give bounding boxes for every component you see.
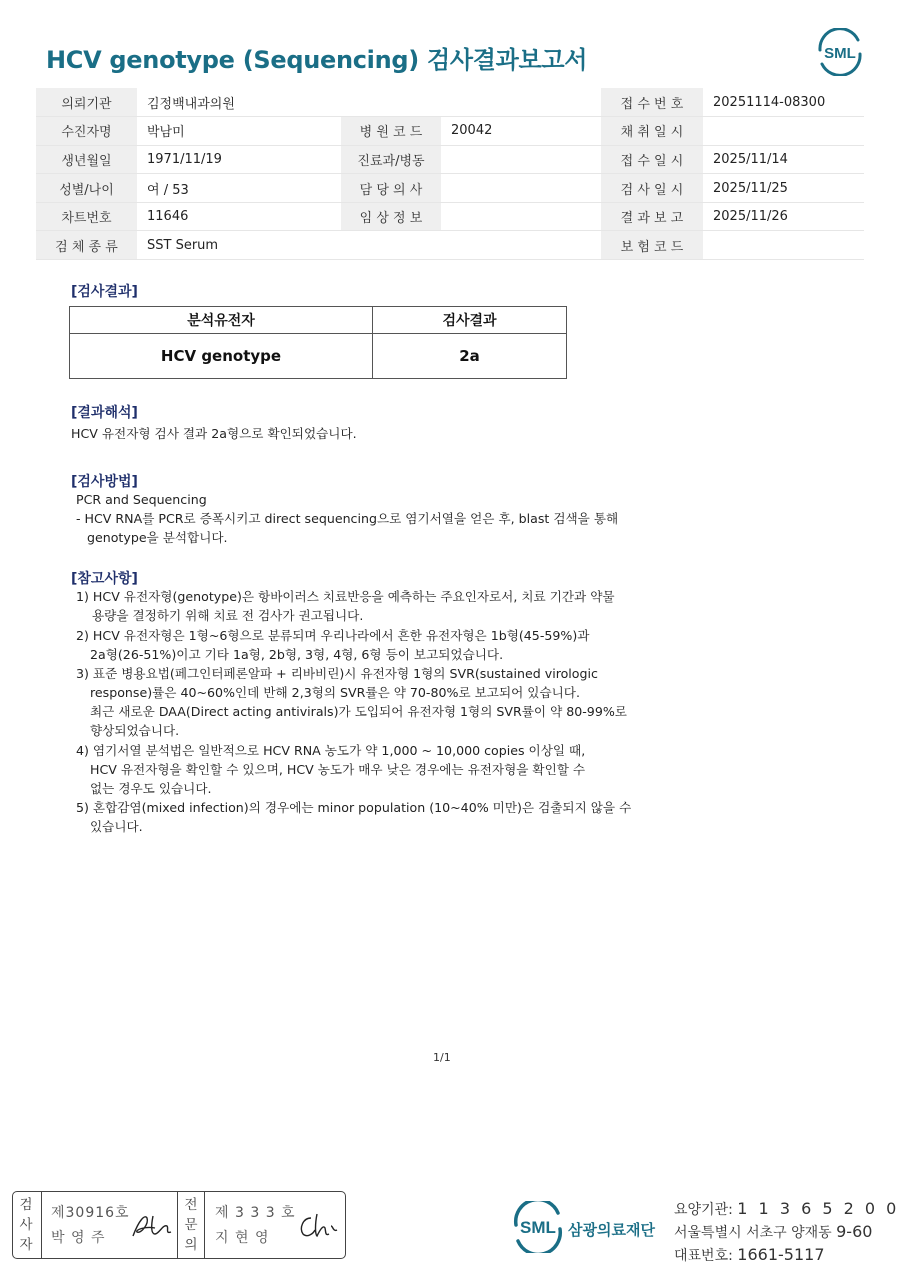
interpretation-text: HCV 유전자형 검사 결과 2a형으로 확인되었습니다. [71,426,357,441]
specialist-signature [295,1210,343,1242]
phone-label: 대표번호: [674,1248,733,1264]
notes-heading: [참고사항] [71,571,138,587]
info-value [441,145,601,174]
info-label: 결 과 보 고 [601,202,703,231]
info-label: 수진자명 [36,117,137,146]
examiner-label: 검 사 자 [19,1197,33,1253]
info-row [36,202,864,231]
institution-code-label: 요양기관: [674,1202,733,1218]
info-label: 차트번호 [36,202,137,231]
note-line: 5) 혼합감염(mixed infection)의 경우에는 minor population (10~40% 미만)은 검출되지 않을 수 [76,800,632,815]
info-label [341,88,441,117]
sml-logo-icon [510,1201,566,1253]
result-table [69,306,567,379]
info-value: 2025/11/14 [703,145,864,174]
note-line: 있습니다. [90,819,143,834]
info-value: 11646 [137,202,341,231]
examiner-signature [129,1210,177,1242]
info-label: 검 사 일 시 [601,174,703,203]
note-line: 4) 염기서열 분석법은 일반적으로 HCV RNA 농도가 약 1,000 ~ 10,000 copies 이상일 때, [76,743,586,758]
info-value [441,202,601,231]
note-line: 향상되었습니다. [90,723,180,738]
info-value: 1971/11/19 [137,145,341,174]
info-value [703,231,864,260]
institution-code [674,1199,899,1219]
phone-number: 1661-5117 [737,1245,825,1264]
patient-info-table [36,88,864,260]
logo-text: SML [824,45,856,62]
note-line: 없는 경우도 있습니다. [90,781,212,796]
note-line: HCV 유전자형을 확인할 수 있으며, HCV 농도가 매우 낮은 경우에는 유전자형을 확인할 수 [90,762,586,777]
logo-text: SML [520,1218,556,1237]
info-label [341,231,441,260]
info-value [441,174,601,203]
signature-box [12,1191,346,1259]
report-title: HCV genotype (Sequencing) 검사결과보고서 [46,46,588,74]
note-line: 용량을 결정하기 위해 치료 전 검사가 권고됩니다. [92,608,364,623]
address-text: 서울특별시 서초구 양재동 [674,1225,832,1241]
sml-logo-icon [814,28,866,76]
result-heading: [검사결과] [71,284,138,300]
note-line: 3) 표준 병용요법(페그인터페론알파 + 리바비린)시 유전자형 1형의 SVR(sustained virologic [76,666,598,681]
info-value [441,231,601,260]
phone [674,1245,825,1265]
info-label: 담 당 의 사 [341,174,441,203]
note-line: 2) HCV 유전자형은 1형~6형으로 분류되며 우리나라에서 흔한 유전자형은 1b형(45-59%)과 [76,628,590,643]
info-label: 보 험 코 드 [601,231,703,260]
specialist-label: 전 문 의 [184,1197,198,1253]
info-label: 성별/나이 [36,174,137,203]
info-row [36,145,864,174]
info-value: SST Serum [137,231,341,260]
method-line: genotype을 분석합니다. [87,530,228,545]
address-number: 9-60 [836,1222,873,1241]
method-line: - HCV RNA를 PCR로 증폭시키고 direct sequencing으로 염기서열을 얻은 후, blast 검색을 통해 [76,511,619,526]
org-name: 삼광의료재단 [568,1221,655,1239]
page-number: 1/1 [433,1051,451,1064]
info-value: 김정백내과의원 [137,88,341,117]
info-row [36,174,864,203]
interpretation-heading: [결과해석] [71,405,138,421]
specialist-license: 제 3 3 3 호 [215,1205,296,1221]
info-row [36,88,864,117]
info-label: 접 수 일 시 [601,145,703,174]
note-line: response)률은 40~60%인데 반해 2,3형의 SVR률은 약 70-80%로 보고되어 있습니다. [90,685,580,700]
info-row [36,231,864,260]
address [674,1222,872,1242]
specialist-name: 지 현 영 [215,1230,270,1246]
col-gene-header: 분석유전자 [70,307,373,334]
gene-cell: HCV genotype [70,334,373,379]
info-value [703,117,864,146]
info-value [441,88,601,117]
note-line: 1) HCV 유전자형(genotype)은 항바이러스 치료반응을 예측하는 주요인자로서, 치료 기간과 약물 [76,589,615,604]
col-result-header: 검사결과 [373,307,567,334]
info-value: 2025/11/25 [703,174,864,203]
info-label: 검 체 종 류 [36,231,137,260]
examiner-license: 제30916호 [51,1205,130,1221]
info-label: 채 취 일 시 [601,117,703,146]
info-value: 2025/11/26 [703,202,864,231]
info-value: 20251114-08300 [703,88,864,117]
info-label: 생년월일 [36,145,137,174]
result-cell: 2a [373,334,567,379]
info-label: 접 수 번 호 [601,88,703,117]
note-line: 최근 새로운 DAA(Direct acting antivirals)가 도입되어 유전자형 1형의 SVR률이 약 80-99%로 [90,704,627,719]
examiner-name: 박 영 주 [51,1230,106,1246]
info-row [36,117,864,146]
info-label: 진료과/병동 [341,145,441,174]
info-value: 박남미 [137,117,341,146]
method-line: PCR and Sequencing [76,492,207,507]
info-value: 여 / 53 [137,174,341,203]
info-label: 병 원 코 드 [341,117,441,146]
info-label: 의뢰기관 [36,88,137,117]
info-label: 임 상 정 보 [341,202,441,231]
note-line: 2a형(26-51%)이고 기타 1a형, 2b형, 3형, 4형, 6형 등이 보고되었습니다. [90,647,504,662]
info-value: 20042 [441,117,601,146]
institution-code-value: 1 1 3 6 5 2 0 0 [737,1199,900,1218]
method-heading: [검사방법] [71,474,138,490]
